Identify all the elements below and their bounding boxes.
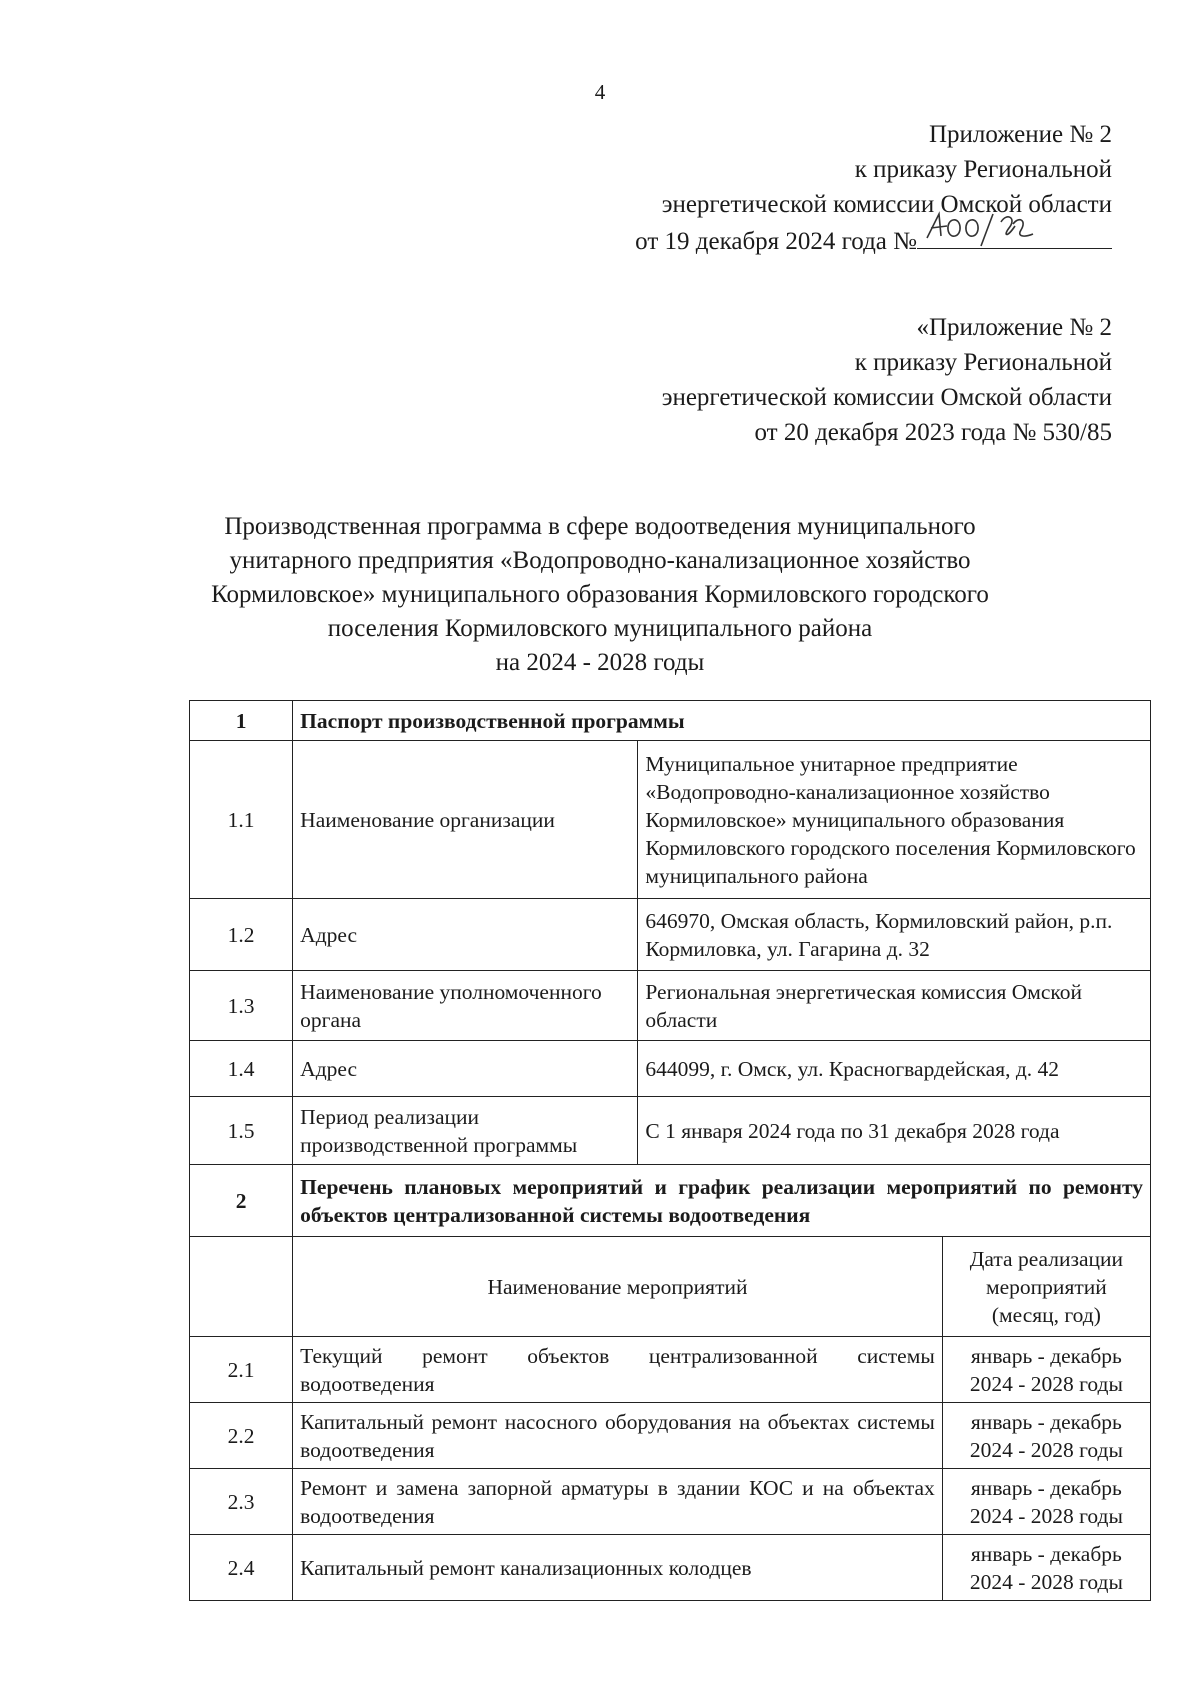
empty-cell	[190, 1237, 293, 1337]
row-number: 1.2	[190, 899, 293, 971]
row-number: 1.4	[190, 1041, 293, 1097]
handwritten-number	[917, 222, 1112, 249]
row-number: 1.5	[190, 1097, 293, 1165]
row-label: Наименование организации	[293, 741, 638, 899]
table-row	[190, 1337, 1151, 1403]
table-row	[190, 1403, 1151, 1469]
row-label: Адрес	[293, 899, 638, 971]
appendix-line: энергетической комиссии Омской области	[661, 384, 1112, 411]
activity-name: Ремонт и замена запорной арматуры в здании КОС и на объектах водоотведения	[293, 1469, 943, 1535]
activity-name: Капитальный ремонт канализационных колодцев	[293, 1535, 943, 1601]
row-value: С 1 января 2024 года по 31 декабря 2028 года	[638, 1097, 1151, 1165]
row-value: Региональная энергетическая комиссия Омской области	[638, 971, 1151, 1041]
activity-date: январь - декабрь 2024 - 2028 годы	[942, 1535, 1150, 1601]
column-header-date: Дата реализации мероприятий (месяц, год)	[942, 1237, 1150, 1337]
activity-date: январь - декабрь 2024 - 2028 годы	[942, 1469, 1150, 1535]
appendix-previous	[662, 310, 1112, 450]
appendix-line: энергетической комиссии Омской области	[661, 191, 1112, 218]
handwritten-number-signature	[923, 208, 1053, 248]
row-value: Муниципальное унитарное предприятие «Водопроводно-канализационное хозяйство Кормиловское» муниципального образования Кормиловского городского поселения Кормиловского муниципального района	[638, 741, 1151, 899]
row-label: Период реализации производственной программы	[293, 1097, 638, 1165]
table-row	[190, 971, 1151, 1041]
table-row	[190, 1041, 1151, 1097]
section2-columns-row	[190, 1237, 1151, 1337]
title-line: на 2024 - 2028 годы	[495, 649, 705, 676]
appendix-line: к приказу Региональной	[854, 156, 1112, 183]
column-header-name: Наименование мероприятий	[293, 1237, 943, 1337]
appendix-line: от 20 декабря 2023 года № 530/85	[754, 419, 1112, 446]
activity-date: январь - декабрь 2024 - 2028 годы	[942, 1403, 1150, 1469]
program-table	[189, 700, 1151, 1601]
section2-heading: Перечень плановых мероприятий и график реализации мероприятий по ремонту объектов централизованной системы водоотведения	[293, 1165, 1151, 1237]
row-label: Адрес	[293, 1041, 638, 1097]
section1-number: 1	[190, 701, 293, 741]
section2-header-row	[190, 1165, 1151, 1237]
row-value: 646970, Омская область, Кормиловский район, р.п. Кормиловка, ул. Гагарина д. 32	[638, 899, 1151, 971]
title-line: Кормиловское» муниципального образования Кормиловского городского	[211, 581, 989, 608]
row-value: 644099, г. Омск, ул. Красногвардейская, д. 42	[638, 1041, 1151, 1097]
appendix-line: Приложение № 2	[928, 121, 1112, 148]
row-number: 1.3	[190, 971, 293, 1041]
row-label: Наименование уполномоченного органа	[293, 971, 638, 1041]
activity-date: январь - декабрь 2024 - 2028 годы	[942, 1337, 1150, 1403]
title-line: Производственная программа в сфере водоотведения муниципального	[224, 513, 976, 540]
table-row	[190, 1097, 1151, 1165]
table-row	[190, 1535, 1151, 1601]
appendix-line: «Приложение № 2	[916, 314, 1112, 341]
title-line: унитарного предприятия «Водопроводно-канализационное хозяйство	[229, 547, 971, 574]
title-line: поселения Кормиловского муниципального района	[327, 615, 873, 642]
appendix-current	[635, 117, 1112, 259]
document-title	[150, 510, 1050, 680]
table-row	[190, 741, 1151, 899]
section1-header-row	[190, 701, 1151, 741]
section1-heading: Паспорт производственной программы	[293, 701, 1151, 741]
table-row	[190, 1469, 1151, 1535]
row-number: 1.1	[190, 741, 293, 899]
activity-name: Капитальный ремонт насосного оборудования на объектах системы водоотведения	[293, 1403, 943, 1469]
appendix-line: к приказу Региональной	[854, 349, 1112, 376]
row-number: 2.4	[190, 1535, 293, 1601]
appendix-date-prefix: от 19 декабря 2024 года №	[635, 228, 917, 255]
section2-number: 2	[190, 1165, 293, 1237]
appendix-date-line	[635, 222, 1112, 259]
row-number: 2.2	[190, 1403, 293, 1469]
table-row	[190, 899, 1151, 971]
activity-name: Текущий ремонт объектов централизованной системы водоотведения	[293, 1337, 943, 1403]
row-number: 2.3	[190, 1469, 293, 1535]
row-number: 2.1	[190, 1337, 293, 1403]
page-number: 4	[594, 80, 606, 104]
